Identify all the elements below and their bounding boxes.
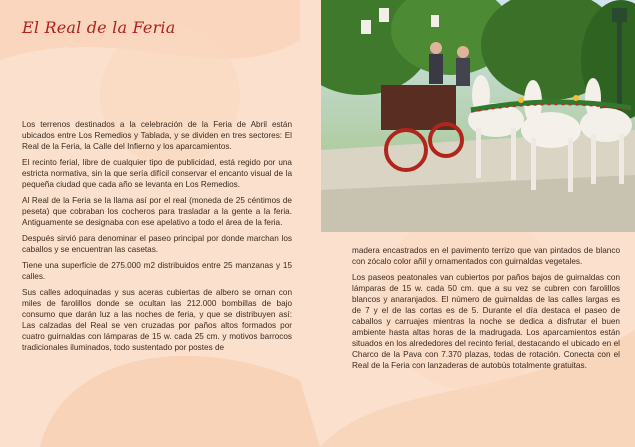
paragraph: Sus calles adoquinadas y sus aceras cubiertas de albero se ornan con miles de farolillos donde se ocultan las 212.000 bombillas de bajo consumo que darán luz a las noches de feria, y que se distribuyen así: Las calzadas del Real se ven cruzadas por paños altos formados por cuatro guirnaldas con lámparas de 15 w. cada 25 cm. y motivos barrocos tradicionales iluminados, todo sustentado por postes de (22, 288, 292, 352)
paragraph: Después sirvió para denominar el paseo principal por donde marchan los caballos y se encuentran las casetas. (22, 234, 292, 254)
paragraph: Los paseos peatonales van cubiertos por paños bajos de guirnaldas con lámparas de 15 w. cada 50 cm. que a su vez se cubren con farolillos blancos y anaranjados. El número de guirnaldas de las calles largas es de 7 y el de las cortas es de 5. Durante el día destaca el paseo de caballos y carruajes mientras la noche se dedica a disfrutar el buen ambiente hasta altas horas de la madrugada. Los aparcamientos están situados en los alrededores del recinto ferial, destacando el ubicado en el Charco de la Pava con 7.370 plazas, todas de rotación. Conecta con el Real de la Feria con lanzaderas de autobús totalmente gratuitas. (352, 273, 620, 370)
page-title: El Real de la Feria (22, 18, 176, 37)
paragraph: Tiene una superficie de 275.000 m2 distribuidos entre 25 manzanas y 15 calles. (22, 261, 292, 281)
left-text-column (22, 119, 292, 358)
feria-carriage-photo (321, 0, 635, 232)
paragraph: El recinto ferial, libre de cualquier tipo de publicidad, está regido por una estricta normativa, sin la que sería difícil conservar el encanto visual de la pequeña ciudad que cada año se levanta en Los Remedios. (22, 158, 292, 189)
paragraph: Al Real de la Feria se la llama así por el real (moneda de 25 céntimos de peseta) que cobraban los cocheros para trasladar a la gente a la feria. Antiguamente se designaba con ese apelativo a todo el área de la feria. (22, 196, 292, 227)
right-text-column (352, 245, 620, 376)
paragraph: madera encastrados en el pavimento terrizo que van pintados de blanco con zócalo color añil y ornamentados con guirnaldas vegetales. (352, 246, 620, 266)
paragraph: Los terrenos destinados a la celebración de la Feria de Abril están ubicados entre Los Remedios y Tablada, y se dividen en tres sectores: El Real de la Feria, la Calle del Infierno y los aparcamientos. (22, 120, 292, 151)
